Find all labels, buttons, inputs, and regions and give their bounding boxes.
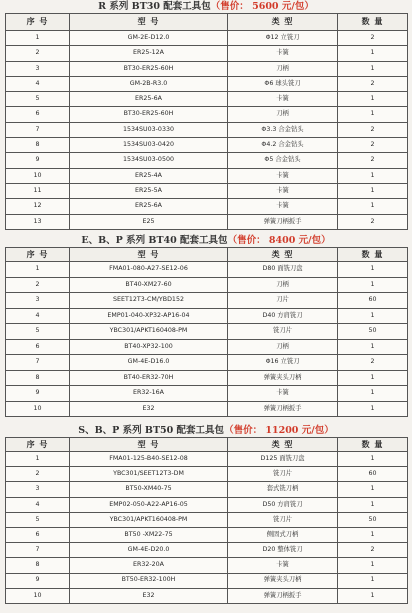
cell-model: BT40-XP32-100 [70, 339, 228, 355]
cell-no: 1 [6, 31, 70, 46]
cell-no: 8 [6, 558, 70, 573]
cell-model: BT40-ER32-70H [70, 370, 228, 386]
table-row [6, 308, 408, 324]
cell-type: 卡簧 [228, 199, 338, 214]
cell-model: GM-2B-R3.0 [70, 76, 228, 91]
cell-model: ER25-4A [70, 168, 228, 183]
cell-qty: 1 [338, 168, 408, 183]
table-row [6, 46, 408, 61]
cell-model: YBC301/SEET12T3-DM [70, 467, 228, 482]
cell-no: 9 [6, 573, 70, 588]
cell-type: 弹簧刀柄扳手 [228, 214, 338, 229]
cell-model: E32 [70, 401, 228, 417]
table-row [6, 482, 408, 497]
cell-no: 7 [6, 543, 70, 558]
cell-no: 4 [6, 497, 70, 512]
cell-no: 10 [6, 401, 70, 417]
table-row [6, 262, 408, 278]
cell-model: 1534SU03-0330 [70, 122, 228, 137]
cell-no: 5 [6, 512, 70, 527]
cell-type: 弹簧刀柄扳手 [228, 401, 338, 417]
table-row [6, 107, 408, 122]
cell-model: GM-4E-D16.0 [70, 355, 228, 371]
table-row [6, 573, 408, 588]
table-row [6, 527, 408, 542]
cell-type: 弹簧夹头刀柄 [228, 370, 338, 386]
table-row [6, 467, 408, 482]
table-row [6, 497, 408, 512]
cell-no: 6 [6, 107, 70, 122]
cell-qty: 1 [338, 370, 408, 386]
table-row [6, 324, 408, 340]
table-row [6, 61, 408, 76]
header-model: 型 号 [70, 438, 228, 452]
cell-no: 6 [6, 527, 70, 542]
header-qty: 数 量 [338, 248, 408, 262]
cell-no: 2 [6, 46, 70, 61]
cell-qty: 1 [338, 527, 408, 542]
cell-qty: 60 [338, 293, 408, 309]
price-text: （售价： 5600 元/包） [210, 1, 314, 12]
cell-type: 卡簧 [228, 92, 338, 107]
bt50-section [5, 424, 407, 604]
cell-type: 侧固式刀柄 [228, 527, 338, 542]
table-row [6, 386, 408, 402]
cell-model: ER25-6A [70, 199, 228, 214]
header-no: 序 号 [6, 438, 70, 452]
header-model: 型 号 [70, 248, 228, 262]
cell-type: D50 方肩铣刀 [228, 497, 338, 512]
cell-qty: 2 [338, 543, 408, 558]
cell-no: 8 [6, 138, 70, 153]
header-qty: 数 量 [338, 14, 408, 31]
cell-type: 卡簧 [228, 46, 338, 61]
table-row [6, 512, 408, 527]
cell-no: 9 [6, 386, 70, 402]
cell-model: EMP01-040-XP32-AP16-04 [70, 308, 228, 324]
table-row [6, 31, 408, 46]
cell-model: BT30-ER25-60H [70, 61, 228, 76]
bt30-section [5, 0, 407, 230]
cell-no: 5 [6, 324, 70, 340]
cell-qty: 2 [338, 76, 408, 91]
cell-no: 1 [6, 262, 70, 278]
cell-no: 7 [6, 355, 70, 371]
cell-type: D125 面铣刀盘 [228, 452, 338, 467]
cell-qty: 1 [338, 452, 408, 467]
cell-qty: 1 [338, 183, 408, 198]
table-row [6, 452, 408, 467]
cell-qty: 50 [338, 512, 408, 527]
cell-no: 4 [6, 308, 70, 324]
header-type: 类 型 [228, 14, 338, 31]
cell-qty: 1 [338, 46, 408, 61]
cell-model: FMA01-080-A27-SE12-06 [70, 262, 228, 278]
cell-no: 3 [6, 61, 70, 76]
cell-model: ER25-6A [70, 92, 228, 107]
cell-model: SEET12T3-CM/YBD152 [70, 293, 228, 309]
header-row [6, 438, 408, 452]
cell-no: 9 [6, 153, 70, 168]
cell-qty: 1 [338, 199, 408, 214]
table-row [6, 122, 408, 137]
cell-type: Φ4.2 合金钻头 [228, 138, 338, 153]
cell-type: Φ3.3 合金钻头 [228, 122, 338, 137]
cell-qty: 1 [338, 401, 408, 417]
cell-type: D80 面铣刀盘 [228, 262, 338, 278]
tool-table [5, 437, 408, 604]
tool-table [5, 247, 408, 417]
cell-no: 13 [6, 214, 70, 229]
cell-no: 8 [6, 370, 70, 386]
table-row [6, 183, 408, 198]
cell-qty: 1 [338, 573, 408, 588]
cell-no: 5 [6, 92, 70, 107]
cell-type: 刀片 [228, 293, 338, 309]
table-row [6, 588, 408, 603]
cell-qty: 1 [338, 588, 408, 603]
cell-model: BT50 -XM22-75 [70, 527, 228, 542]
table-row [6, 199, 408, 214]
table-row [6, 168, 408, 183]
table-row [6, 558, 408, 573]
cell-qty: 1 [338, 482, 408, 497]
cell-qty: 2 [338, 122, 408, 137]
cell-qty: 1 [338, 107, 408, 122]
section-title [5, 0, 407, 13]
tool-table [5, 13, 408, 230]
table-row [6, 277, 408, 293]
cell-no: 10 [6, 168, 70, 183]
cell-model: BT30-ER25-60H [70, 107, 228, 122]
cell-model: YBC301/APKT160408-PM [70, 324, 228, 340]
cell-type: 弹簧夹头刀柄 [228, 573, 338, 588]
cell-qty: 1 [338, 262, 408, 278]
table-row [6, 355, 408, 371]
cell-type: 卡簧 [228, 183, 338, 198]
cell-no: 12 [6, 199, 70, 214]
cell-qty: 1 [338, 497, 408, 512]
cell-no: 10 [6, 588, 70, 603]
cell-model: ER32-20A [70, 558, 228, 573]
cell-model: ER32-16A [70, 386, 228, 402]
cell-qty: 1 [338, 92, 408, 107]
cell-no: 3 [6, 293, 70, 309]
cell-qty: 1 [338, 558, 408, 573]
header-row [6, 14, 408, 31]
cell-model: E32 [70, 588, 228, 603]
cell-no: 4 [6, 76, 70, 91]
cell-qty: 1 [338, 386, 408, 402]
cell-model: BT50-XM40-75 [70, 482, 228, 497]
cell-model: 1534SU03-0420 [70, 138, 228, 153]
cell-type: Φ12 立铣刀 [228, 31, 338, 46]
cell-type: 铣刀片 [228, 324, 338, 340]
cell-model: 1534SU03-0500 [70, 153, 228, 168]
cell-model: FMA01-125-B40-SE12-08 [70, 452, 228, 467]
header-row [6, 248, 408, 262]
table-row [6, 138, 408, 153]
cell-type: 刀柄 [228, 107, 338, 122]
section-title [5, 424, 407, 437]
cell-type: 卡簧 [228, 386, 338, 402]
header-qty: 数 量 [338, 438, 408, 452]
title-text: S、B、P 系列 BT50 配套工具包 [78, 425, 225, 436]
cell-qty: 2 [338, 153, 408, 168]
cell-qty: 1 [338, 61, 408, 76]
header-type: 类 型 [228, 438, 338, 452]
cell-no: 1 [6, 452, 70, 467]
cell-no: 3 [6, 482, 70, 497]
cell-type: 刀柄 [228, 339, 338, 355]
title-text: R 系列 BT30 配套工具包 [98, 1, 211, 12]
bt40-section [5, 234, 407, 417]
cell-no: 6 [6, 339, 70, 355]
table-row [6, 92, 408, 107]
cell-model: ER25-5A [70, 183, 228, 198]
cell-qty: 2 [338, 214, 408, 229]
cell-type: 铣刀片 [228, 467, 338, 482]
cell-type: 刀柄 [228, 277, 338, 293]
cell-type: 铣刀片 [228, 512, 338, 527]
cell-type: Φ5 合金钻头 [228, 153, 338, 168]
cell-model: BT50-ER32-100H [70, 573, 228, 588]
title-text: E、B、P 系列 BT40 配套工具包 [81, 235, 228, 246]
cell-no: 2 [6, 467, 70, 482]
cell-model: EMP02-050-A22-AP16-05 [70, 497, 228, 512]
header-type: 类 型 [228, 248, 338, 262]
cell-qty: 50 [338, 324, 408, 340]
cell-no: 11 [6, 183, 70, 198]
table-row [6, 401, 408, 417]
cell-model: GM-2E-D12.0 [70, 31, 228, 46]
header-no: 序 号 [6, 248, 70, 262]
cell-qty: 60 [338, 467, 408, 482]
table-row [6, 153, 408, 168]
cell-qty: 1 [338, 339, 408, 355]
cell-type: D40 方肩铣刀 [228, 308, 338, 324]
cell-no: 2 [6, 277, 70, 293]
cell-qty: 1 [338, 308, 408, 324]
cell-model: GM-4E-D20.0 [70, 543, 228, 558]
cell-type: D20 整体铣刀 [228, 543, 338, 558]
cell-model: E25 [70, 214, 228, 229]
cell-model: ER25-12A [70, 46, 228, 61]
cell-qty: 1 [338, 277, 408, 293]
cell-type: 卡簧 [228, 168, 338, 183]
cell-no: 7 [6, 122, 70, 137]
cell-type: Φ6 球头铣刀 [228, 76, 338, 91]
table-row [6, 76, 408, 91]
table-row [6, 543, 408, 558]
cell-type: 刀柄 [228, 61, 338, 76]
table-row [6, 339, 408, 355]
price-text: （售价： 8400 元/包） [227, 235, 331, 246]
table-row [6, 214, 408, 229]
cell-qty: 2 [338, 31, 408, 46]
cell-type: Φ16 立铣刀 [228, 355, 338, 371]
cell-qty: 2 [338, 355, 408, 371]
section-title [5, 234, 407, 247]
cell-model: YBC301/APKT160408-PM [70, 512, 228, 527]
cell-qty: 2 [338, 138, 408, 153]
price-text: （售价： 11200 元/包） [224, 425, 334, 436]
table-row [6, 293, 408, 309]
cell-type: 套式铣刀柄 [228, 482, 338, 497]
header-model: 型 号 [70, 14, 228, 31]
header-no: 序 号 [6, 14, 70, 31]
cell-type: 弹簧刀柄扳手 [228, 588, 338, 603]
table-row [6, 370, 408, 386]
cell-model: BT40-XM27-60 [70, 277, 228, 293]
cell-type: 卡簧 [228, 558, 338, 573]
